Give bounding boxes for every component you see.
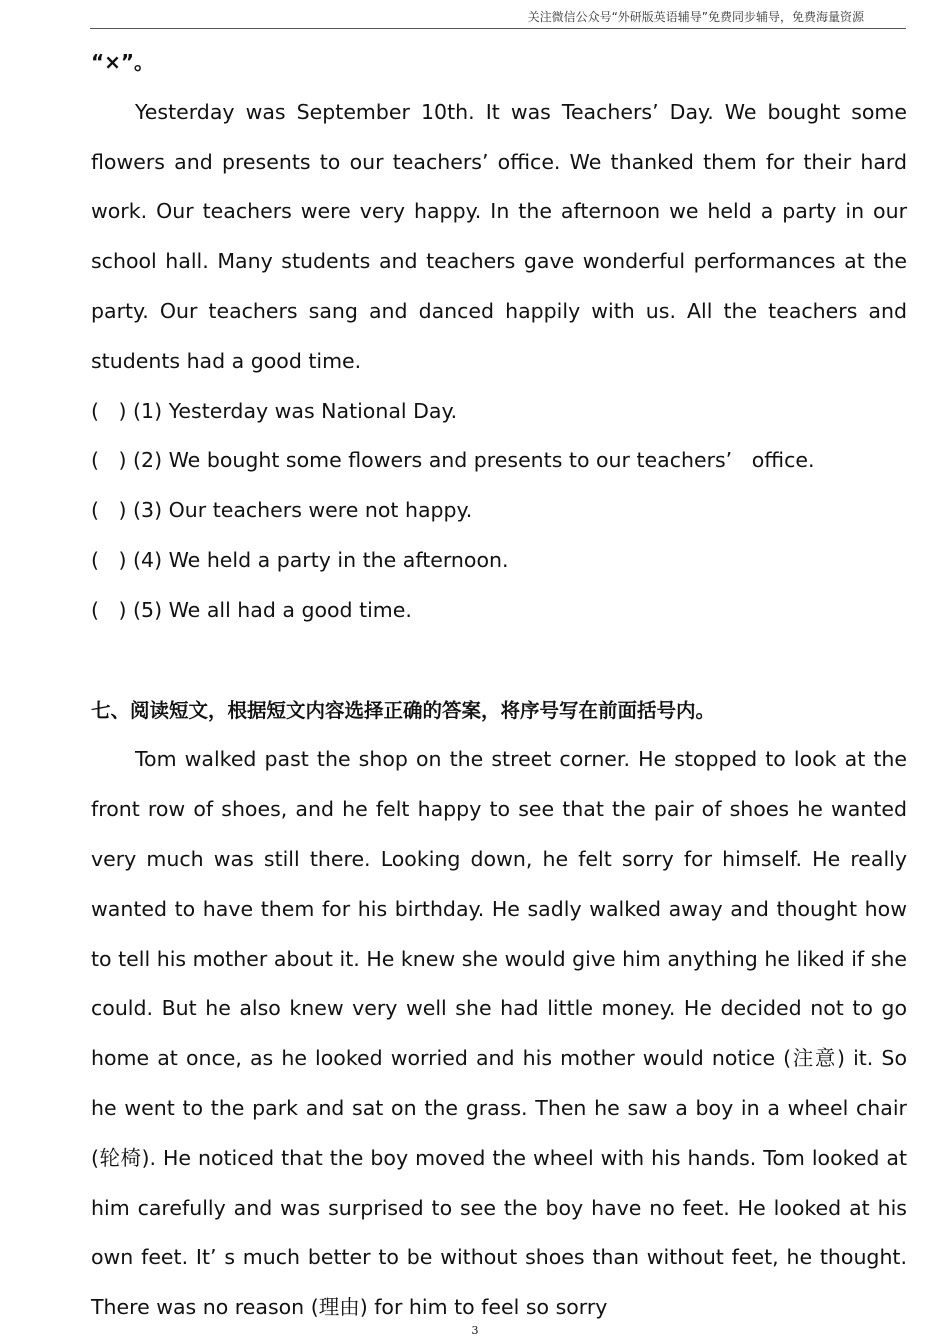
question-3: ( ) (3) Our teachers were not happy. <box>91 498 473 523</box>
section-spacer <box>91 636 907 686</box>
question-2: ( ) (2) We bought some flowers and presents to our teachers’ office. <box>91 448 815 473</box>
section-seven-title: 七、阅读短文，根据短文内容选择正确的答案，将序号写在前面括号内。 <box>91 698 716 722</box>
header-divider <box>90 28 906 29</box>
question-4: ( ) (4) We held a party in the afternoon. <box>91 547 509 572</box>
document-body <box>91 38 907 1333</box>
question-1: ( ) (1) Yesterday was National Day. <box>91 398 458 423</box>
question-5: ( ) (5) We all had a good time. <box>91 597 412 622</box>
passage-teachers-day: Yesterday was September 10th. It was Teachers’ Day. We bought some flowers and presents to our teachers’ office. We thanked them for their hard work. Our teachers were very happy. In the afternoon we held a party in our school hall. Many students and teachers gave wonderful performances at the party. Our teachers sang and danced happily with us. All the teachers and students had a good time. <box>91 99 907 373</box>
page-number: 3 <box>471 1324 479 1337</box>
passage-tom-shoes: Tom walked past the shop on the street corner. He stopped to look at the front row of shoes, and he felt happy to see that the pair of shoes he wanted very much was still there. Looking down, he felt sorry for himself. He really wanted to have them for his birthday. He sadly walked away and thought how to tell his mother about it. He knew she would give him anything he liked if she could. But he also knew very well she had little money. He decided not to go home at once, as he looked worried and his mother would notice (注意) it. So he went to the park and sat on the grass. Then he saw a boy in a wheel chair (轮椅). He noticed that the boy moved the wheel with his hands. Tom looked at him carefully and was surprised to see the boy have no feet. He looked at his own feet. It’ s much better to be without shoes than without feet, he thought. There was no reason (理由) for him to feel so sorry <box>91 747 907 1320</box>
page-header: 关注微信公众号“外研版英语辅导”免费同步辅导，免费海量资源 <box>527 10 864 24</box>
instruction-tail: “×”。 <box>91 50 155 74</box>
